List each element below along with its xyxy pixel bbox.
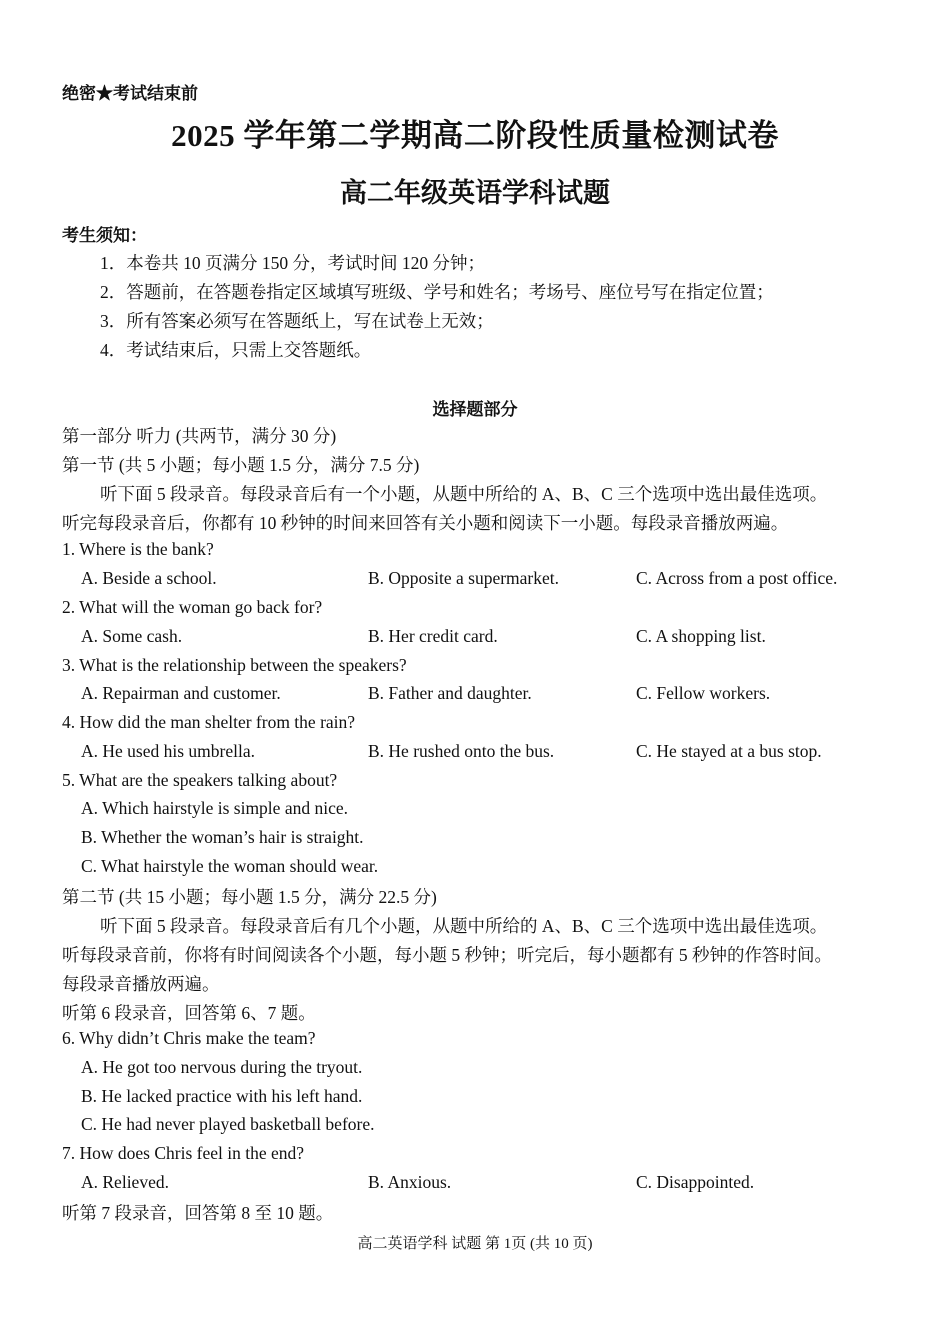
option-c: C. Disappointed. [636, 1172, 755, 1192]
notice-item: 1．本卷共 10 页满分 150 分，考试时间 120 分钟； [100, 253, 485, 273]
exam-subtitle: 高二年级英语学科试题 [340, 178, 610, 208]
option-b: B. He lacked practice with his left hand. [81, 1086, 363, 1106]
notice-item: 3．所有答案必须写在答题纸上，写在试卷上无效； [100, 311, 494, 331]
option-c: C. He had never played basketball before. [81, 1114, 375, 1134]
option-c: C. What hairstyle the woman should wear. [81, 856, 379, 876]
confidential-mark: 绝密★考试结束前 [62, 84, 198, 103]
option-c: C. Across from a post office. [636, 568, 838, 588]
option-a: A. Beside a school. [81, 568, 217, 588]
notice-heading: 考生须知： [62, 226, 147, 245]
question-stem: 1. Where is the bank? [62, 539, 214, 559]
instructions: 听完每段录音后，你都有 10 秒钟的时间来回答有关小题和阅读下一小题。每段录音播放两遍。 [62, 513, 789, 533]
question-stem: 2. What will the woman go back for? [62, 597, 323, 617]
option-b: B. Anxious. [368, 1172, 452, 1192]
question-stem: 6. Why didn’t Chris make the team? [62, 1028, 316, 1048]
question-stem: 5. What are the speakers talking about? [62, 770, 338, 790]
listen-instruction: 听第 7 段录音，回答第 8 至 10 题。 [62, 1203, 334, 1223]
option-b: B. Father and daughter. [368, 683, 532, 703]
listen-instruction: 听第 6 段录音，回答第 6、7 题。 [62, 1003, 316, 1023]
exam-title: 2025 学年第二学期高二阶段性质量检测试卷 [171, 118, 779, 153]
question-stem: 3. What is the relationship between the speakers? [62, 655, 407, 675]
section-title: 选择题部分 [432, 400, 518, 419]
option-a: A. Which hairstyle is simple and nice. [81, 798, 348, 818]
page-footer: 高二英语学科 试题 第 1页 (共 10 页) [357, 1236, 593, 1252]
part-heading: 第一部分 听力 (共两节，满分 30 分) [62, 426, 337, 446]
option-b: B. Opposite a supermarket. [368, 568, 559, 588]
option-c: C. A shopping list. [636, 626, 766, 646]
notice-item: 4．考试结束后，只需上交答题纸。 [100, 340, 372, 360]
instructions: 听每段录音前，你将有时间阅读各个小题，每小题 5 秒钟；听完后，每小题都有 5 秒钟的作答时间。 [62, 945, 832, 965]
option-b: B. Whether the woman’s hair is straight. [81, 827, 364, 847]
instructions: 听下面 5 段录音。每段录音后有一个小题，从题中所给的 A、B、C 三个选项中选出最佳选项。 [100, 484, 828, 504]
option-b: B. He rushed onto the bus. [368, 741, 555, 761]
subsection-heading: 第二节 (共 15 小题；每小题 1.5 分，满分 22.5 分) [62, 887, 437, 907]
option-a: A. Relieved. [81, 1172, 169, 1192]
option-b: B. Her credit card. [368, 626, 498, 646]
option-a: A. Some cash. [81, 626, 183, 646]
option-a: A. He got too nervous during the tryout. [81, 1057, 363, 1077]
option-c: C. Fellow workers. [636, 683, 771, 703]
question-stem: 4. How did the man shelter from the rain? [62, 712, 356, 732]
instructions: 每段录音播放两遍。 [62, 974, 220, 994]
option-a: A. Repairman and customer. [81, 683, 281, 703]
subsection-heading: 第一节 (共 5 小题；每小题 1.5 分，满分 7.5 分) [62, 455, 420, 475]
question-stem: 7. How does Chris feel in the end? [62, 1143, 305, 1163]
instructions: 听下面 5 段录音。每段录音后有几个小题，从题中所给的 A、B、C 三个选项中选出最佳选项。 [100, 916, 828, 936]
option-c: C. He stayed at a bus stop. [636, 741, 822, 761]
option-a: A. He used his umbrella. [81, 741, 255, 761]
notice-item: 2．答题前，在答题卷指定区域填写班级、学号和姓名；考场号、座位号写在指定位置； [100, 282, 774, 302]
